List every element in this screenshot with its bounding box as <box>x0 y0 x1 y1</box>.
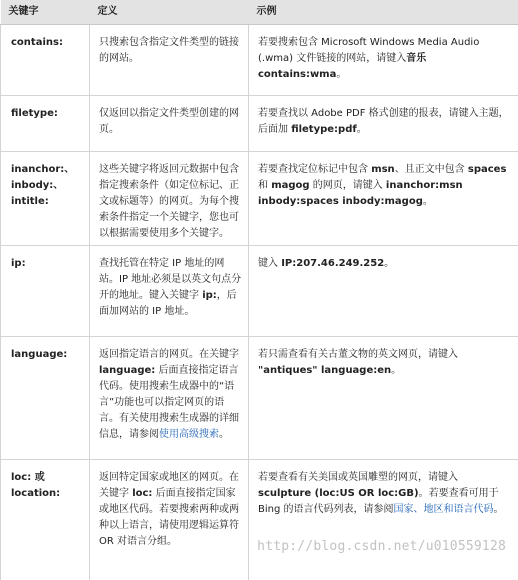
code-text: sculpture (loc:US OR loc:GB) <box>258 488 419 499</box>
text-run: 返回指定语言的网页。在关键字 <box>99 349 239 360</box>
keyword-text: ip: <box>11 256 83 272</box>
code-text: spaces <box>468 164 507 175</box>
header-keyword: 关键字 <box>1 0 90 25</box>
definition-cell <box>90 246 249 337</box>
keyword-text: filetype: <box>11 106 83 122</box>
keyword-cell <box>1 460 90 580</box>
text-run: 返回特定国家或地区的网页。在关键字 <box>99 472 239 499</box>
text-run: ，后面加网站的 IP 地址。 <box>99 290 237 317</box>
code-text: loc: <box>132 488 152 499</box>
example-cell <box>249 460 518 580</box>
definition-cell <box>90 25 249 96</box>
text-run: 若要查找定位标记中包含 <box>258 164 371 175</box>
keyword-text: inbody:、 <box>11 178 83 194</box>
keyword-cell <box>1 337 90 460</box>
header-example: 示例 <box>249 0 518 25</box>
code-text: ip: <box>202 290 217 301</box>
code-text: language: <box>99 365 155 376</box>
text-run: 。 <box>494 504 504 515</box>
text-run: 若要查找以 Adobe PDF 格式创建的报表，请键入主题，后面加 <box>258 108 509 135</box>
text-run: 。 <box>219 429 229 440</box>
example-cell <box>249 337 518 460</box>
keyword-text: contains: <box>11 35 83 51</box>
table-row <box>1 460 518 580</box>
code-text: 音乐 contains:wma <box>258 53 426 80</box>
keyword-text: intitle: <box>11 194 83 210</box>
text-run: 后面直接指定国家或地区代码。若要搜索两种或两种以上语言，请使用逻辑运算符 OR 对语言分组。 <box>99 488 239 547</box>
example-cell <box>249 96 518 152</box>
text-run: 仅返回以指定文件类型创建的网页。 <box>99 108 239 135</box>
help-link[interactable]: 使用高级搜索 <box>159 429 219 440</box>
text-run: 。 <box>391 365 401 376</box>
text-run: 。若要查看可用于 Bing 的语言代码列表，请参阅 <box>258 488 499 515</box>
keyword-cell <box>1 25 90 96</box>
code-text: "antiques" language:en <box>258 365 391 376</box>
keyword-text: loc: 或 <box>11 470 83 486</box>
table-row <box>1 246 518 337</box>
watermark-url: http://blog.csdn.net/u010559128 <box>257 539 506 555</box>
example-cell <box>249 152 518 246</box>
table-row <box>1 337 518 460</box>
text-run: 查找托管在特定 IP 地址的网站。IP 地址必须是以英文句点分开的地址。键入关键字 <box>99 258 241 301</box>
text-run: 、且正文中包含 <box>395 164 468 175</box>
keyword-text: language: <box>11 347 83 363</box>
table-row <box>1 25 518 96</box>
text-run: 若要查看有关美国或英国雕塑的网页，请键入 <box>258 472 458 483</box>
table-row <box>1 152 518 246</box>
text-run: 的网页，请键入 <box>310 180 386 191</box>
text-run: 。 <box>357 124 367 135</box>
keyword-text: location: <box>11 486 83 502</box>
keyword-text: inanchor:、 <box>11 162 83 178</box>
text-run: 。 <box>423 196 433 207</box>
keyword-cell <box>1 152 90 246</box>
text-run: 和 <box>258 180 271 191</box>
definition-cell <box>90 96 249 152</box>
code-text: msn <box>371 164 395 175</box>
text-run: 这些关键字将返回元数据中包含指定搜索条件（如定位标记、正文或标题等）的网页。为每个搜索条件指定一个关键字，您也可以根据需要使用多个关键字。 <box>99 164 239 239</box>
definition-cell <box>90 460 249 580</box>
text-run: 。 <box>384 258 394 269</box>
code-text: IP:207.46.249.252 <box>281 258 384 269</box>
keyword-cell <box>1 246 90 337</box>
code-text: magog <box>271 180 309 191</box>
example-cell <box>249 246 518 337</box>
example-cell <box>249 25 518 96</box>
text-run: 。 <box>336 69 346 80</box>
definition-cell <box>90 152 249 246</box>
text-run: 只搜索包含指定文件类型的链接的网站。 <box>99 37 239 64</box>
help-link[interactable]: 国家、地区和语言代码 <box>394 504 494 515</box>
code-text: filetype:pdf <box>291 124 357 135</box>
table-header-row <box>1 0 518 25</box>
code-text: inanchor:msn inbody:spaces inbody:magog <box>258 180 463 207</box>
text-run: 键入 <box>258 258 281 269</box>
text-run: 若要搜索包含 Microsoft Windows Media Audio (.wma) 文件链接的网站，请键入 <box>258 37 479 64</box>
text-run: 若只需查看有关古董文物的英文网页，请键入 <box>258 349 458 360</box>
keyword-cell <box>1 96 90 152</box>
definition-cell <box>90 337 249 460</box>
table-row <box>1 96 518 152</box>
header-definition: 定义 <box>90 0 249 25</box>
text-run: 后面直接指定语言代码。使用搜索生成器中的“语言”功能也可以指定网页的语言。有关使用搜索生成器的详细信息，请参阅 <box>99 365 239 440</box>
